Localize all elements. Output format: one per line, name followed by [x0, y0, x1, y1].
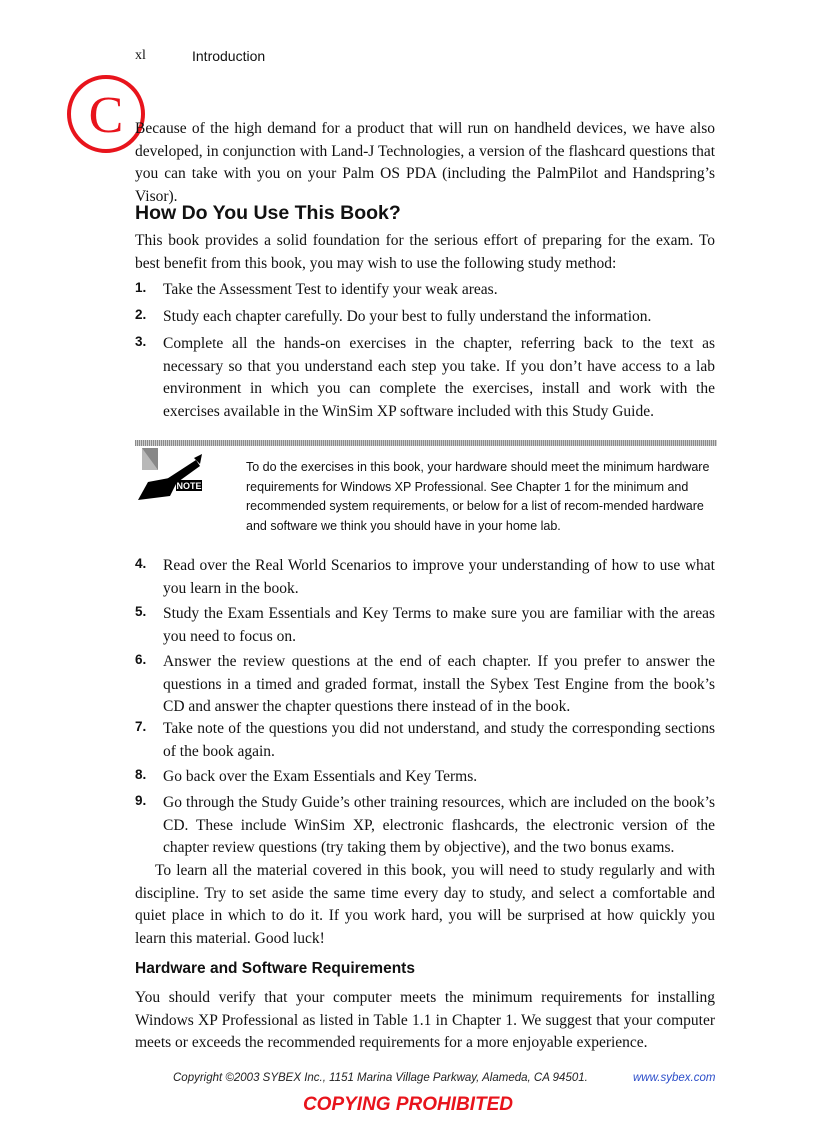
- copying-prohibited-notice: COPYING PROHIBITED: [302, 1094, 514, 1115]
- subsection-text: You should verify that your computer meets the minimum requirements for installing Windows XP Professional as listed in Table 1.1 in Chapter 1. We suggest that your computer meets or exceeds the recommended requirements for a more enjoyable experience.: [135, 989, 715, 1051]
- footer-link[interactable]: www.sybex.com: [633, 1072, 716, 1084]
- list-item-text: Study the Exam Essentials and Key Terms to make sure you are familiar with the areas you need to focus on.: [163, 605, 715, 645]
- note-divider: [135, 440, 717, 446]
- list-item-number: 4.: [135, 556, 147, 571]
- list-item: [135, 792, 715, 860]
- list-item-number: 5.: [135, 604, 147, 619]
- list-item-number: 9.: [135, 793, 147, 808]
- intro-paragraph: Because of the high demand for a product that will run on handheld devices, we have also developed, in conjunction with Land-J Technologies, a version of the flashcard questions that you can take with you on your Palm OS PDA (including the PalmPilot and Handspring’s Visor).: [135, 120, 715, 205]
- list-item: [135, 306, 715, 329]
- list-item-text: Read over the Real World Scenarios to improve your understanding of how to use what you learn in the book.: [163, 557, 715, 597]
- list-item-number: 8.: [135, 767, 147, 782]
- list-item-number: 7.: [135, 719, 147, 734]
- list-item-text: Answer the review questions at the end of each chapter. If you prefer to answer the questions in a timed and graded format, install the Sybex Test Engine from the book’s CD and answer the chapter questions there instead of in the book.: [163, 653, 715, 715]
- list-item: [135, 718, 715, 763]
- list-item-text: Go through the Study Guide’s other training resources, which are included on the book’s CD. These include WinSim XP, electronic flashcards, the electronic version of the chapter review questions (try taking them by objective), and the two bonus exams.: [163, 794, 715, 856]
- running-head: Introduction: [192, 48, 266, 64]
- list-item: [135, 651, 715, 719]
- list-item-text: Go back over the Exam Essentials and Key Terms.: [163, 768, 478, 785]
- note-text: To do the exercises in this book, your hardware should meet the minimum hardware requirements for Windows XP Professional. See Chapter 1 for the minimum and recommended system requirements, or below for a list of recom-mended hardware and software we think you should have in your home lab.: [246, 460, 710, 533]
- list-item-number: 6.: [135, 652, 147, 667]
- list-item-text: Study each chapter carefully. Do your best to fully understand the information.: [163, 308, 652, 325]
- closing-paragraph: To learn all the material covered in this book, you will need to study regularly and with discipline. Try to set aside the same time every day to study, and select a comfortable and quiet place in which to do it. If you work hard, you will be surprised at how quickly you learn this material. Good luck!: [135, 862, 715, 947]
- list-item: [135, 333, 715, 423]
- page-number: xl: [135, 48, 146, 63]
- section-intro: This book provides a solid foundation for the serious effort of preparing for the exam. To best benefit from this book, you may wish to use the following study method:: [135, 232, 715, 272]
- stamp-letter: C: [88, 87, 124, 144]
- list-item: [135, 766, 715, 789]
- note-pen-icon: [134, 440, 206, 508]
- list-item: [135, 603, 715, 648]
- list-item-number: 1.: [135, 280, 147, 295]
- note-icon-label: NOTE: [176, 481, 202, 491]
- list-item-text: Take note of the questions you did not understand, and study the corresponding sections of the book again.: [163, 720, 715, 760]
- list-item-text: Complete all the hands-on exercises in the chapter, referring back to the text as necessary so that you understand each step you take. If you don’t have access to a lab environment in which you can complete the exercises, install and work with the exercises available in the WinSim XP software included with this Study Guide.: [163, 335, 715, 420]
- list-item: [135, 279, 715, 302]
- subsection-heading: Hardware and Software Requirements: [135, 960, 415, 977]
- list-item-number: 3.: [135, 334, 147, 349]
- section-heading: How Do You Use This Book?: [135, 202, 401, 224]
- list-item-number: 2.: [135, 307, 147, 322]
- list-item: [135, 555, 715, 600]
- list-item-text: Take the Assessment Test to identify your weak areas.: [163, 281, 498, 298]
- footer-copyright: Copyright ©2003 SYBEX Inc., 1151 Marina Village Parkway, Alameda, CA 94501.: [173, 1072, 588, 1084]
